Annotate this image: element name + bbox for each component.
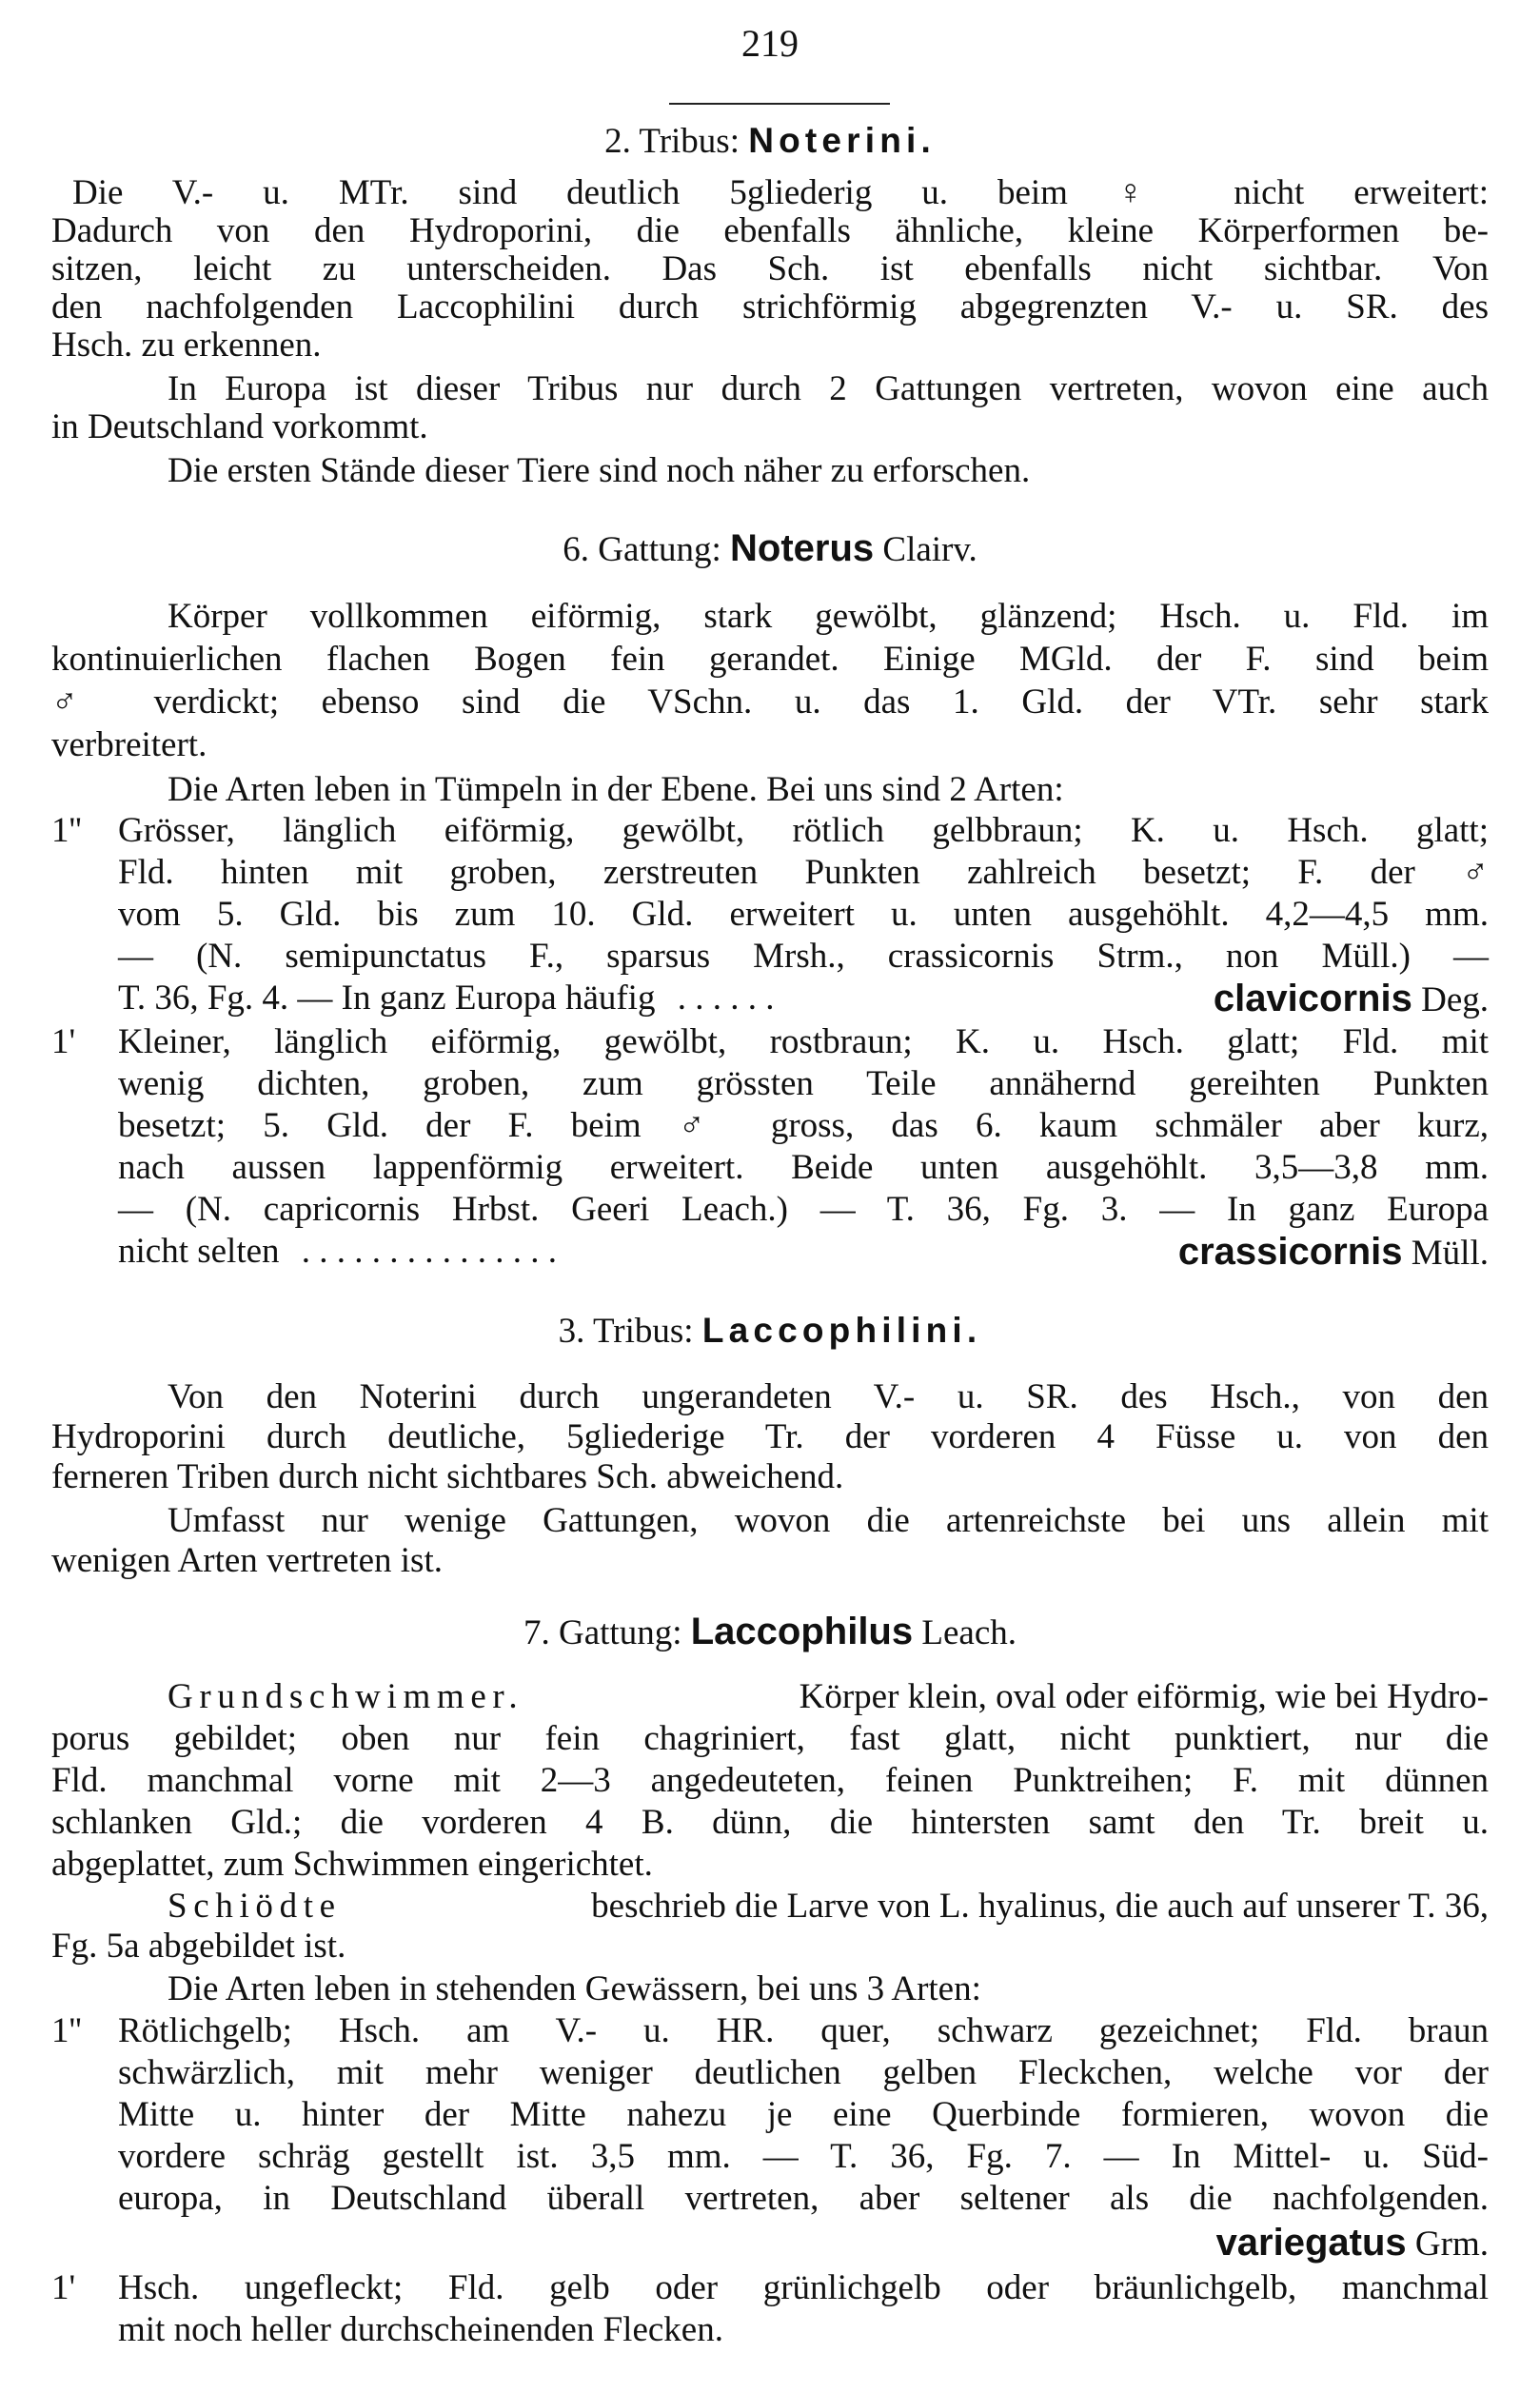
genus-name: Laccophilus [690, 1611, 914, 1652]
text-line: Kleiner, länglich eiförmig, gewölbt, rostbraun; K. u. Hsch. glatt; Fld. mit [118, 1022, 1489, 1061]
species-entry-variegatus [118, 2224, 1489, 2264]
entry-text: T. 36, Fg. 4. — In ganz Europa häufig [118, 979, 656, 1018]
text-line: vordere schräg gestellt ist. 3,5 mm. — T. 36, Fg. 7. — In Mittel- u. Süd- [118, 2137, 1489, 2176]
text-line: Hsch. ungefleckt; Fld. gelb oder grünlichgelb oder bräunlichgelb, manchmal [118, 2268, 1489, 2307]
tribus-heading-laccophilini [51, 1312, 1489, 1351]
text-line: Rötlichgelb; Hsch. am V.- u. HR. quer, schwarz gezeichnet; Fld. braun [118, 2011, 1489, 2050]
species-name: variegatus [1215, 2222, 1407, 2264]
leader-dots: . . . . . . [677, 979, 775, 1018]
text-line: Fld. hinten mit groben, zerstreuten Punkten zahlreich besetzt; F. der ♂ [118, 853, 1489, 892]
text-line: wenigen Arten vertreten ist. [51, 1541, 443, 1580]
genus-author: Leach. [921, 1613, 1017, 1652]
text-line: besetzt; 5. Gld. der F. beim ♂ gross, das 6. kaum schmäler aber kurz, [118, 1106, 1489, 1145]
heading-name: Noterini. [748, 121, 936, 160]
text-line: Grösser, länglich eiförmig, gewölbt, rötlich gelbbraun; K. u. Hsch. glatt; [118, 811, 1489, 850]
text-line: Hydroporini durch deutliche, 5gliederige Tr. der vorderen 4 Füsse u. von den [51, 1417, 1489, 1456]
heading-prefix: 6. Gattung: [563, 530, 721, 569]
heading-name: Laccophilini. [701, 1311, 982, 1350]
leader-dots: . . . . . . . . . . . . . . . [301, 1232, 558, 1271]
text-line: den nachfolgenden Laccophilini durch strichförmig abgegrenzten V.- u. SR. des [51, 287, 1489, 326]
text-line: — (N. capricornis Hrbst. Geeri Leach.) — T. 36, Fg. 3. — In ganz Europa [118, 1190, 1489, 1229]
page-number: 219 [741, 22, 799, 65]
text-line: wenig dichten, groben, zum grössten Teile annähernd gereihten Punkten [118, 1064, 1489, 1103]
text-line: porus gebildet; oben nur fein chagriniert, fast glatt, nicht punktiert, nur die [51, 1719, 1489, 1758]
text-line: Körper vollkommen eiförmig, stark gewölbt, glänzend; Hsch. u. Fld. im [168, 597, 1489, 636]
text-line: sitzen, leicht zu unterscheiden. Das Sch. ist ebenfalls nicht sichtbar. Von [51, 249, 1489, 288]
text-line: Dadurch von den Hydroporini, die ebenfalls ähnliche, kleine Körperformen be- [51, 211, 1489, 250]
text-line: nach aussen lappenförmig erweitert. Beide unten ausgehöhlt. 3,5—3,8 mm. [118, 1148, 1489, 1187]
text-line: Körper klein, oval oder eiförmig, wie bei Hydro- [799, 1677, 1489, 1716]
entry-text: nicht selten [118, 1232, 280, 1271]
genus-description-first-line [168, 1678, 1489, 1716]
species-author: Deg. [1421, 980, 1489, 1019]
genus-heading-noterus [51, 529, 1489, 569]
text-line: Hsch. zu erkennen. [51, 326, 322, 365]
text-line: Umfasst nur wenige Gattungen, wovon die artenreichste bei uns allein mit [168, 1501, 1489, 1540]
text-line: Fg. 5a abgebildet ist. [51, 1927, 346, 1966]
key-number: 1'' [51, 811, 82, 850]
text-line: kontinuierlichen flachen Bogen fein gerandet. Einige MGld. der F. sind beim [51, 640, 1489, 679]
text-line: verbreitert. [51, 725, 207, 764]
species-entry-clavicornis [118, 979, 1489, 1018]
text-line: schlanken Gld.; die vorderen 4 B. dünn, die hintersten samt den Tr. breit u. [51, 1803, 1489, 1842]
text-line: europa, in Deutschland überall vertreten, aber seltener als die nachfolgenden. [118, 2179, 1489, 2218]
tribus-heading-noterini [51, 122, 1489, 161]
text-line: Die V.- u. MTr. sind deutlich 5gliederig u. beim ♀ nicht erweitert: [72, 173, 1489, 212]
text-line: Mitte u. hinter der Mitte nahezu je eine Querbinde formieren, wovon die [118, 2095, 1489, 2134]
species-author: Grm. [1414, 2225, 1489, 2264]
text-line: vom 5. Gld. bis zum 10. Gld. erweitert u. unten ausgehöhlt. 4,2—4,5 mm. [118, 895, 1489, 934]
text-line: beschrieb die Larve von L. hyalinus, die auch auf unserer T. 36, [591, 1887, 1489, 1926]
larva-note-first-line [168, 1888, 1489, 1926]
header-rule [669, 103, 890, 105]
species-name: crassicornis [1177, 1231, 1403, 1273]
text-line: In Europa ist dieser Tribus nur durch 2 Gattungen vertreten, wovon eine auch [168, 369, 1489, 408]
species-entry-crassicornis [118, 1233, 1489, 1271]
text-line: Von den Noterini durch ungerandeten V.- u. SR. des Hsch., von den [168, 1377, 1489, 1416]
key-number: 1' [51, 2268, 76, 2307]
text-line: Die Arten leben in Tümpeln in der Ebene. Bei uns sind 2 Arten: [168, 770, 1064, 809]
heading-prefix: 3. Tribus: [558, 1312, 694, 1351]
genus-heading-laccophilus [51, 1612, 1489, 1652]
species-author: Müll. [1411, 1234, 1489, 1273]
genus-name: Noterus [730, 527, 875, 569]
heading-prefix: 7. Gattung: [523, 1613, 682, 1652]
key-number: 1' [51, 1022, 76, 1061]
text-line: in Deutschland vorkommt. [51, 407, 428, 446]
text-line: ferneren Triben durch nicht sichtbares Sch. abweichend. [51, 1457, 844, 1496]
text-line: schwärzlich, mit mehr weniger deutlichen gelben Fleckchen, welche vor der [118, 2053, 1489, 2092]
text-line: — (N. semipunctatus F., sparsus Mrsh., crassicornis Strm., non Müll.) — [118, 937, 1489, 976]
species-name: clavicornis [1213, 978, 1412, 1019]
text-line: abgeplattet, zum Schwimmen eingerichtet. [51, 1845, 653, 1884]
text-line: Fld. manchmal vorne mit 2—3 angedeuteten, feinen Punktreihen; F. mit dünnen [51, 1761, 1489, 1800]
key-number: 1'' [51, 2011, 82, 2050]
text-line: Die Arten leben in stehenden Gewässern, bei uns 3 Arten: [168, 1969, 981, 2008]
text-line: ♂ verdickt; ebenso sind die VSchn. u. das 1. Gld. der VTr. sehr stark [51, 682, 1489, 722]
genus-author: Clairv. [882, 530, 977, 569]
text-line: mit noch heller durchscheinenden Flecken. [118, 2310, 723, 2349]
heading-prefix: 2. Tribus: [604, 122, 740, 161]
spaced-term: Grundschwimmer. [168, 1677, 524, 1716]
spaced-term: Schiödte [168, 1887, 342, 1926]
text-line: Die ersten Stände dieser Tiere sind noch näher zu erforschen. [168, 451, 1031, 490]
